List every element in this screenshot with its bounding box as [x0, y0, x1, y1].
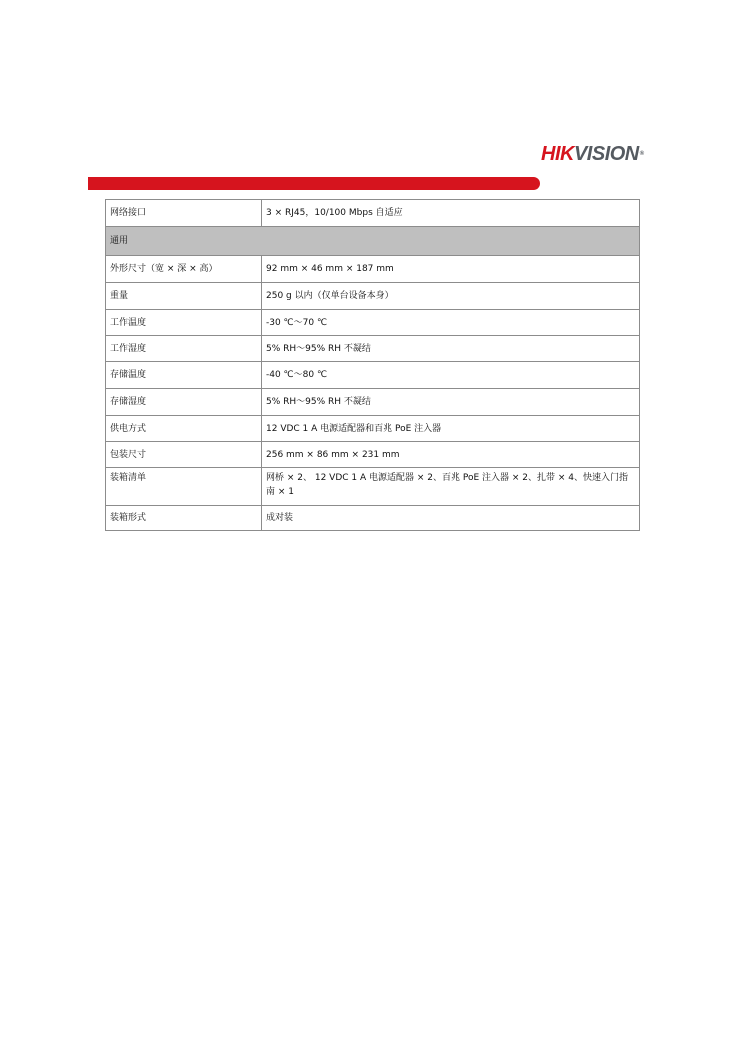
logo-hik-text: HIK [541, 143, 574, 165]
row-value-packing-list: 网桥 × 2、 12 VDC 1 A 电源适配器 × 2、百兆 PoE 注入器 × 2、扎带 × 4、快速入门指南 × 1 [262, 468, 640, 506]
row-value-storage-humidity: 5% RH～95% RH 不凝结 [262, 389, 640, 416]
table-row [106, 256, 640, 283]
table-row [106, 200, 640, 227]
section-header-row [106, 227, 640, 256]
row-label-packing-list: 装箱清单 [106, 468, 262, 506]
row-label-operating-temperature: 工作温度 [106, 310, 262, 336]
row-value-package-dimensions: 256 mm × 86 mm × 231 mm [262, 442, 640, 468]
row-label-weight: 重量 [106, 283, 262, 310]
table-row [106, 310, 640, 336]
row-label-packing-form: 装箱形式 [106, 506, 262, 531]
registered-mark: ® [639, 151, 644, 157]
table-row [106, 283, 640, 310]
table-row [106, 416, 640, 442]
table-row [106, 389, 640, 416]
logo-vision-text: VISION [573, 143, 639, 165]
row-value-dimensions: 92 mm × 46 mm × 187 mm [262, 256, 640, 283]
table-row [106, 442, 640, 468]
table-row [106, 468, 640, 506]
row-label-storage-temperature: 存储温度 [106, 362, 262, 389]
row-value-storage-temperature: -40 ℃～80 ℃ [262, 362, 640, 389]
row-value-weight: 250 g 以内（仅单台设备本身） [262, 283, 640, 310]
row-label-network-interface: 网络接口 [106, 200, 262, 227]
row-value-packing-form: 成对装 [262, 506, 640, 531]
row-value-power-supply: 12 VDC 1 A 电源适配器和百兆 PoE 注入器 [262, 416, 640, 442]
row-value-operating-humidity: 5% RH～95% RH 不凝结 [262, 336, 640, 362]
row-value-operating-temperature: -30 ℃～70 ℃ [262, 310, 640, 336]
row-label-storage-humidity: 存储湿度 [106, 389, 262, 416]
header-red-bar [88, 177, 540, 190]
table-row [106, 506, 640, 531]
row-label-operating-humidity: 工作湿度 [106, 336, 262, 362]
table-row [106, 336, 640, 362]
row-label-package-dimensions: 包装尺寸 [106, 442, 262, 468]
spec-table [105, 199, 640, 531]
row-value-network-interface: 3 × RJ45，10/100 Mbps 自适应 [262, 200, 640, 227]
table-row [106, 362, 640, 389]
row-label-power-supply: 供电方式 [106, 416, 262, 442]
section-general-heading: 通用 [106, 227, 640, 256]
hikvision-logo [541, 143, 644, 165]
row-label-dimensions: 外形尺寸（宽 × 深 × 高） [106, 256, 262, 283]
